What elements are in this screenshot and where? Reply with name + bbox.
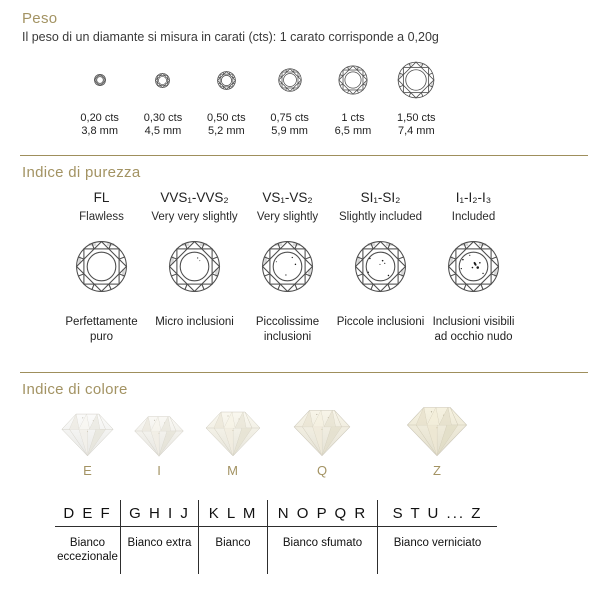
grade-label: Bianco eccezionale (57, 537, 118, 563)
carat-value: 0,30 cts (143, 112, 183, 124)
peso-item-label (80, 112, 119, 138)
clarity-grade-en: Slightly included (338, 211, 423, 223)
clarity-label: Perfettamente puro (65, 316, 138, 343)
carat-value: 1,50 cts (397, 112, 436, 124)
peso-icon-box (278, 56, 302, 104)
peso-icon-box (94, 56, 106, 104)
colore-row (55, 400, 497, 478)
grade-label: Bianco sfumato (282, 537, 363, 549)
color-grade-letter: Q (316, 463, 328, 478)
diamond-clarity-icon (75, 240, 128, 293)
clarity-icon-box (168, 227, 221, 305)
peso-icon-box (155, 56, 170, 104)
diamond-side-icon (59, 410, 116, 458)
clarity-grade: SI₁-SI₂ (360, 190, 401, 205)
carat-value: 0,50 cts (207, 112, 246, 124)
clarity-grade-en: Flawless (79, 211, 124, 223)
clarity-item-fl (55, 190, 148, 345)
color-table-column-def (55, 500, 120, 574)
peso-item-075 (258, 56, 321, 138)
color-tint-overlay (407, 407, 466, 455)
clarity-item-vvs (148, 190, 241, 345)
diamond-top-icon (338, 65, 368, 95)
clarity-grade: VS₁-VS₂ (262, 190, 313, 205)
color-grade-letter: E (83, 463, 92, 478)
diameter-value: 5,2 mm (207, 125, 245, 137)
diameter-value: 5,9 mm (271, 125, 308, 137)
peso-item-label (270, 112, 309, 138)
grade-label: Bianco extra (127, 537, 192, 549)
color-table-column-klm (198, 500, 267, 574)
peso-subtitle: Il peso di un diamante si misura in carati (cts): 1 carato corrisponde a 0,20g (22, 30, 439, 44)
clarity-grade-en: Included (451, 211, 496, 223)
diameter-value: 4,5 mm (144, 125, 182, 137)
color-grade-letter: Z (433, 463, 441, 478)
grade-letters: N O P Q R (268, 500, 377, 527)
diamond-clarity-icon (168, 240, 221, 293)
diamond-clarity-icon (261, 240, 314, 293)
grade-label: Bianco verniciato (393, 537, 482, 549)
grade-letters: D E F (55, 500, 120, 527)
diameter-value: 7,4 mm (397, 125, 435, 137)
clarity-grade-en: Very very slightly (151, 211, 238, 223)
clarity-label: Micro inclusioni (155, 316, 234, 328)
carat-value: 0,20 cts (80, 112, 119, 124)
peso-item-030 (131, 56, 194, 138)
peso-item-label (397, 112, 436, 138)
inclusions (276, 256, 296, 275)
carat-value: 0,75 cts (270, 112, 309, 124)
color-diamond-box (203, 400, 263, 458)
color-item-i (120, 400, 198, 478)
color-tint-overlay (135, 417, 184, 457)
clarity-label: Piccole inclusioni (336, 316, 425, 328)
diameter-value: 6,5 mm (334, 125, 372, 137)
purezza-row (55, 190, 520, 345)
clarity-item-vs (241, 190, 334, 345)
diamond-top-icon (94, 74, 106, 86)
color-item-m (198, 400, 267, 478)
clarity-icon-box (261, 227, 314, 305)
clarity-grade-en: Very slightly (256, 211, 319, 223)
color-tint-overlay (206, 412, 260, 456)
diamond-side-icon (404, 403, 470, 458)
colore-section-title: Indice di colore (22, 381, 128, 398)
color-diamond-box (59, 400, 116, 458)
diamond-clarity-icon (354, 240, 407, 293)
color-grade-letter: I (157, 463, 161, 478)
diamond-top-icon (278, 68, 302, 92)
inclusions (368, 257, 390, 275)
clarity-label: Inclusioni visibili ad occhio nudo (432, 316, 515, 343)
color-grade-letter: M (227, 463, 238, 478)
diamond-side-icon (132, 413, 186, 458)
section-divider (20, 155, 588, 156)
peso-item-020 (68, 56, 131, 138)
peso-item-label (144, 112, 183, 138)
color-diamond-box (291, 400, 353, 458)
diamond-clarity-icon (447, 240, 500, 293)
grade-label: Bianco (215, 537, 251, 549)
clarity-label: Piccolissime inclusioni (255, 316, 320, 343)
diamond-side-icon (291, 406, 353, 458)
color-table-column-ghij (120, 500, 198, 574)
clarity-icon-box (354, 227, 407, 305)
color-diamond-box (404, 400, 470, 458)
peso-item-label (207, 112, 246, 138)
color-item-q (267, 400, 377, 478)
color-item-e (55, 400, 120, 478)
peso-item-label (335, 112, 372, 138)
peso-item-050 (195, 56, 258, 138)
peso-icon-box (217, 56, 236, 104)
grade-letters: S T U ... Z (378, 500, 497, 527)
color-table-column-nopqr (267, 500, 377, 574)
color-grade-table (55, 500, 497, 574)
grade-letters: K L M (199, 500, 267, 527)
clarity-grade: VVS₁-VVS₂ (160, 190, 229, 205)
color-tint-overlay (62, 414, 113, 456)
color-item-z (377, 400, 497, 478)
inclusions (461, 254, 484, 273)
carat-value: 1 cts (341, 112, 365, 124)
diamond-top-icon (397, 61, 435, 99)
clarity-icon-box (75, 227, 128, 305)
section-divider (20, 372, 588, 373)
clarity-grade: I₁-I₂-I₃ (455, 190, 492, 205)
peso-icon-box (397, 56, 435, 104)
diamond-top-icon (217, 71, 236, 90)
clarity-item-si (334, 190, 427, 345)
clarity-grade: FL (93, 190, 110, 205)
peso-row (68, 56, 448, 138)
color-diamond-box (132, 400, 186, 458)
peso-section-title: Peso (22, 10, 58, 27)
diamond-side-icon (203, 408, 263, 458)
purezza-section-title: Indice di purezza (22, 164, 141, 181)
color-table-column-stuz (377, 500, 497, 574)
grade-letters: G H I J (121, 500, 198, 527)
peso-icon-box (338, 56, 368, 104)
inclusions (197, 257, 200, 261)
clarity-icon-box (447, 227, 500, 305)
diameter-value: 3,8 mm (81, 125, 118, 137)
diamond-top-icon (155, 73, 170, 88)
clarity-item-i (427, 190, 520, 345)
peso-item-100 (321, 56, 384, 138)
peso-item-150 (385, 56, 448, 138)
color-tint-overlay (294, 410, 350, 455)
